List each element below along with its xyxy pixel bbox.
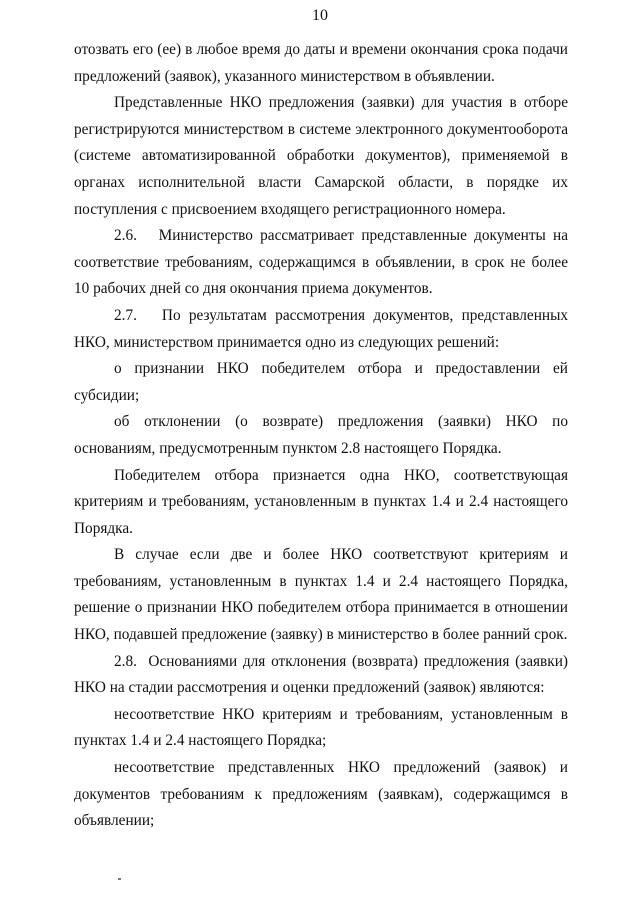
paragraph-withdrawal: отозвать его (ее) в любое время до даты и времени окончания срока подачи предложений (заявок), указанного министерством в объявлении. bbox=[74, 41, 568, 85]
paragraph-2-8: 2.8. Основаниями для отклонения (возврата) предложения (заявки) НКО на стадии рассмотрения и оценки предложений (заявок) являются: bbox=[74, 652, 568, 697]
paragraph-ground-criteria: несоответствие НКО критериям и требованиям, установленным в пунктах 1.4 и 2.4 настоящего Порядка; bbox=[74, 705, 568, 750]
scan-artifact bbox=[118, 878, 121, 880]
document-body bbox=[74, 37, 568, 835]
paragraph-decision-reject: об отклонении (о возврате) предложения (заявки) НКО по основаниям, предусмотренным пунктом 2.8 настоящего Порядка. bbox=[74, 413, 568, 457]
paragraph-2-7: 2.7. По результатам рассмотрения документов, представленных НКО, министерством принимается одно из следующих решений: bbox=[74, 306, 568, 351]
paragraph-registration: Представленные НКО предложения (заявки) для участия в отборе регистрируются министерством в системе электронного документооборота (системе автоматизированной обработки документов), применяемой в органах исполнительной власти Самарской области, в порядке их поступления с присвоением входящего регистрационного номера. bbox=[74, 94, 568, 218]
paragraph-2-6: 2.6. Министерство рассматривает представленные документы на соответствие требованиям, содержащимся в объявлении, в срок не более 10 рабочих дней со дня окончания приема документов. bbox=[74, 227, 568, 298]
paragraph-decision-winner: о признании НКО победителем отбора и предоставлении ей субсидии; bbox=[74, 360, 568, 404]
page-number: 10 bbox=[312, 7, 328, 24]
paragraph-winner-criteria: Победителем отбора признается одна НКО, соответствующая критериям и требованиям, установленным в пунктах 1.4 и 2.4 настоящего Порядка. bbox=[74, 466, 568, 537]
paragraph-ground-documents: несоответствие представленных НКО предложений (заявок) и документов требованиям к предложениям (заявкам), содержащимся в объявлении; bbox=[74, 759, 568, 830]
paragraph-tie-rule: В случае если две и более НКО соответствуют критериям и требованиям, установленным в пунктах 1.4 и 2.4 настоящего Порядка, решение о признании НКО победителем отбора принимается в отношении НКО, подавшей предложение (заявку) в министерство в более ранний срок. bbox=[74, 546, 568, 644]
